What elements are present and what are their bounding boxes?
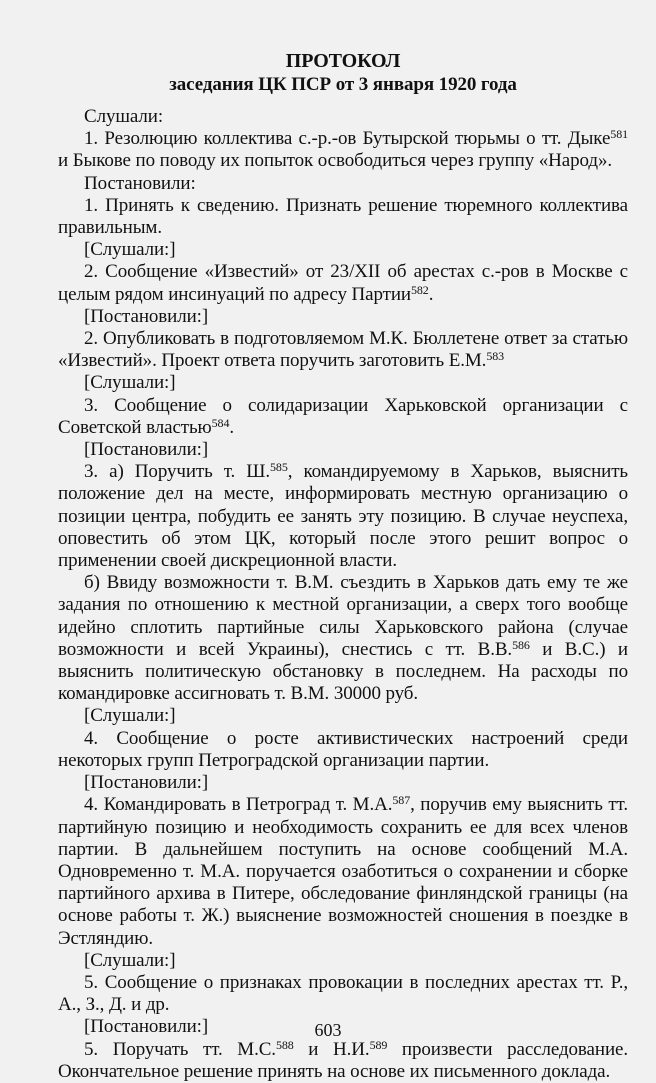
- footnote-ref: 582: [410, 282, 429, 297]
- item-2-resolved: 2. Опубликовать в подготовляемом М.К. Бюллетене ответ за статью «Известий». Проект ответа поручить заготовить Е.М.$^{583}$: [58, 328, 628, 372]
- resolved-label: [Постановили:]: [84, 1016, 209, 1038]
- document-page: [58, 40, 628, 1083]
- resolved-label: Постановили:: [84, 172, 196, 194]
- item-4-resolved: 4. Командировать в Петроград т. М.А.$^{587}$, поручив ему выяснить тт. партийную позицию и необходимость сохранить ее для всех членов партии. В дальнейшем поступить на основе сообщений М.А. Одновременно т. М.А. поручается озаботиться о сохранении и сборке партийного архива в Питере, обследование финляндской границы (на основе работы т. Ж.) выяснение возможностей сношения в поездке в Эстляндию.: [58, 793, 628, 949]
- heard-label: [Слушали:]: [84, 705, 176, 727]
- footnote-ref: 588: [275, 1037, 294, 1052]
- item-4-heard: 4. Сообщение о росте активистических настроений среди некоторых групп Петроградской организации партии.: [58, 727, 628, 771]
- footnote-ref: 589: [369, 1037, 388, 1052]
- item-1-heard: 1. Резолюцию коллектива с.-р.-ов Бутырской тюрьмы о тт. Дыке$^{581}$ и Быкове по поводу их попыток освободиться через группу «Народ».: [58, 127, 628, 172]
- heard-label: [Слушали:]: [84, 949, 176, 971]
- heard-label: Слушали:: [84, 106, 164, 127]
- footnote-ref: 586: [512, 637, 530, 652]
- item-1-resolved: 1. Принять к сведению. Признать решение тюремного коллектива правильным.: [58, 194, 628, 239]
- item-5-resolved: 5. Поручать тт. М.С.$^{588}$ и Н.И.$^{589}$ произвести расследование. Окончательное решение принять на основе их письменного доклада.: [58, 1037, 629, 1082]
- footnote-ref: 585: [270, 460, 288, 475]
- footnote-ref: 581: [610, 127, 628, 142]
- footnote-ref: 583: [486, 349, 505, 364]
- item-3-resolved-a: 3. а) Поручить т. Ш.$^{585}$, командируемому в Харьков, выяснить положение дел на месте, информировать местную организацию о позиции центра, побудить ее занять эту позицию. В случае неуспеха, оповестить об этом ЦК, который после этого решит вопрос о применении своей дискреционной власти.: [58, 460, 629, 572]
- resolved-label: [Постановили:]: [84, 305, 209, 327]
- document-title: ПРОТОКОЛ: [285, 50, 401, 72]
- item-2-heard: 2. Сообщение «Известий» от 23/XII об арестах с.-ров в Москве с целым рядом инсинуаций по адресу Партии$^{582}$.: [58, 261, 628, 305]
- resolved-label: [Постановили:]: [84, 439, 209, 461]
- footnote-ref: 584: [211, 415, 230, 430]
- resolved-label: [Постановили:]: [84, 772, 209, 794]
- item-3-heard: 3. Сообщение о солидаризации Харьковской организации с Советской властью$^{584}$.: [58, 394, 628, 438]
- page-number: 603: [314, 1020, 342, 1040]
- heard-label: [Слушали:]: [84, 239, 176, 261]
- document-subtitle: заседания ЦК ПСР от 3 января 1920 года: [169, 74, 517, 95]
- item-5-heard: 5. Сообщение о признаках провокации в последних арестах тт. Р., А., З., Д. и др.: [58, 971, 628, 1016]
- heard-label: [Слушали:]: [84, 372, 176, 394]
- item-3-resolved-b: б) Ввиду возможности т. В.М. съездить в Харьков дать ему те же задания по отношению к местной организации, а сверх того вообще идейно сплотить партийные силы Харьковского района (случае возможности и всей Украины), снестись с тт. В.В.$^{586}$ и В.С.) и выяснить политическую обстановку в последнем. На расходы по командировке ассигновать т. В.М. 30000 руб.: [58, 572, 628, 705]
- footnote-ref: 587: [392, 793, 411, 808]
